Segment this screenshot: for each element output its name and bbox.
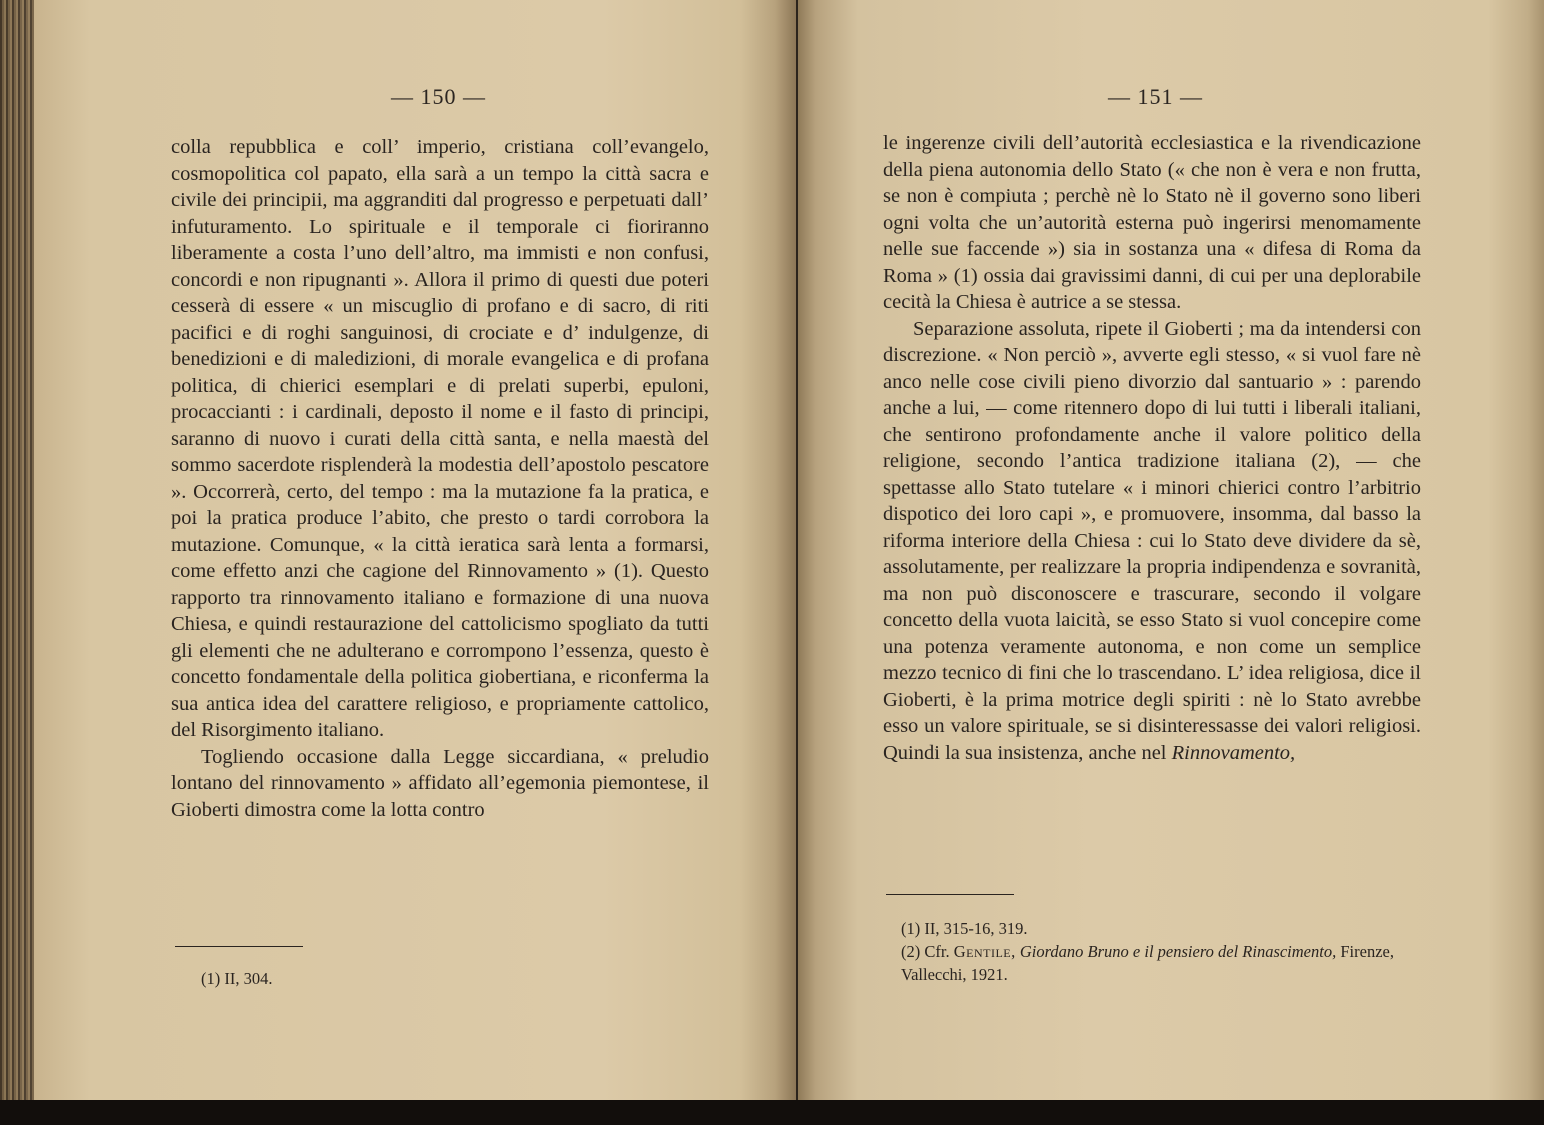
- italic-title: Rinnovamento,: [1171, 741, 1296, 764]
- page-edge-stack: [0, 0, 34, 1100]
- body-text: [883, 130, 1421, 766]
- footnotes: [201, 967, 701, 990]
- paragraph: le ingerenze civili dell’autorità ecclesiastica e la rivendicazione della piena autonomia dello Stato (« che non è vera e non frutta, se non è compiuta ; perchè nè lo Stato nè il governo sono liberi ogni volta che un’autorità esterna può ingerirsi menomamente nelle sue faccende ») sia in sostanza una « difesa di Roma da Roma » (1) ossia dai gravissimi danni, di cui per una deplorabile cecità la Chiesa è autrice a se stessa.: [883, 132, 1421, 313]
- footnote-suffix: Firenze, Vallecchi, 1921.: [901, 942, 1394, 984]
- right-page: [798, 0, 1544, 1100]
- footnote-prefix: (2) Cfr.: [901, 942, 950, 961]
- paragraph: colla repubblica e coll’ imperio, cristiana coll’evangelo, cosmopolitica col papato, ella sarà a un tempo la città sacra e civile dei principii, ma aggranditi dal progresso e perpetuati dall’ infuturamento. Lo spirituale e il temporale ci fioriranno liberamente a costa l’uno dell’altro, ma immisti e non confusi, concordi e non ripugnanti ». Allora il primo di questi due poteri cesserà di essere « un miscuglio di profano e di sacro, di riti pacifici e di roghi sanguinosi, di crociate e d’ indulgenze, di benedizioni e di maledizioni, di morale evangelica e di profana politica, di chierici esemplari e di prelati superbi, epuloni, procaccianti : i cardinali, deposto il nome e il fasto di principi, saranno di nuovo i curati della città santa, e nella maestà del sommo sacerdote risplenderà la modestia dell’apostolo pescatore ». Occorrerà, certo, del tempo : ma la mutazione fa la pratica, e poi la pratica produce l’abito, che presto o tardi corrobora la mutazione. Comunque, « la città ieratica sarà lenta a formarsi, come effetto anzi che cagione del Rinnovamento » (1). Questo rapporto tra rinnovamento italiano e formazione di una nuova Chiesa, e quindi restaurazione del cattolicismo spogliato da tutti gli elementi che ne adulterano e corrompono l’essenza, questo è concetto fondamentale della politica giobertiana, e riconferma la sua antica idea del carattere religioso, e propriamente cattolico, del Risorgimento italiano.: [171, 136, 709, 741]
- paragraph: Togliendo occasione dalla Legge siccardiana, « preludio lontano del rinnovamento » affidato all’egemonia piemontese, il Gioberti dimostra come la lotta contro: [171, 745, 709, 821]
- body-text: [171, 134, 709, 823]
- footnote: (1) II, 304.: [201, 969, 273, 988]
- footnote: (1) II, 315-16, 319.: [901, 919, 1028, 938]
- paragraph-text: Separazione assoluta, ripete il Gioberti ; ma da intendersi con discrezione. « Non perciò », avverte egli stesso, « si vuol fare nè anco nelle cose civili pieno divorzio dal santuario » : parendo anche a lui, — come ritennero dopo di lui tutti i liberali italiani, che sentirono profondamente anche il valore politico della religione, secondo l’antica tradizione italiana (2), — che spettasse allo Stato tutelare « i minori chierici contro l’arbitrio dispotico dei loro capi », e promuovere, insomma, dal basso la riforma interiore della Chiesa : cui lo Stato deve dividere da sè, assolutamente, per realizzare la propria indipendenza e sovranità, ma non può disconoscere e trascurare, secondo il volgare concetto della vuota laicità, se esso Stato si vuol concepire come una potenza veramente autonoma, e non come un semplice mezzo tecnico di fini che lo trascendano. L’ idea religiosa, dice il Gioberti, è la prima motrice degli spiriti : nè lo Stato avrebbe esso un valore spirituale, se si disinteressasse dei valori religiosi. Quindi la sua insistenza, anche nel: [883, 317, 1421, 764]
- page-number: — 151 —: [1108, 84, 1203, 109]
- paragraph: [883, 316, 1421, 767]
- footnote-rule: [175, 946, 303, 947]
- footnote: [901, 940, 1421, 986]
- footnote-rule: [886, 894, 1014, 895]
- footnote-title: Giordano Bruno e il pensiero del Rinascimento,: [1019, 942, 1337, 961]
- footnote-author: Gentile,: [953, 942, 1016, 961]
- scan-bottom-edge: [0, 1100, 1544, 1125]
- page-number: — 150 —: [391, 84, 486, 109]
- footnotes: [901, 917, 1421, 986]
